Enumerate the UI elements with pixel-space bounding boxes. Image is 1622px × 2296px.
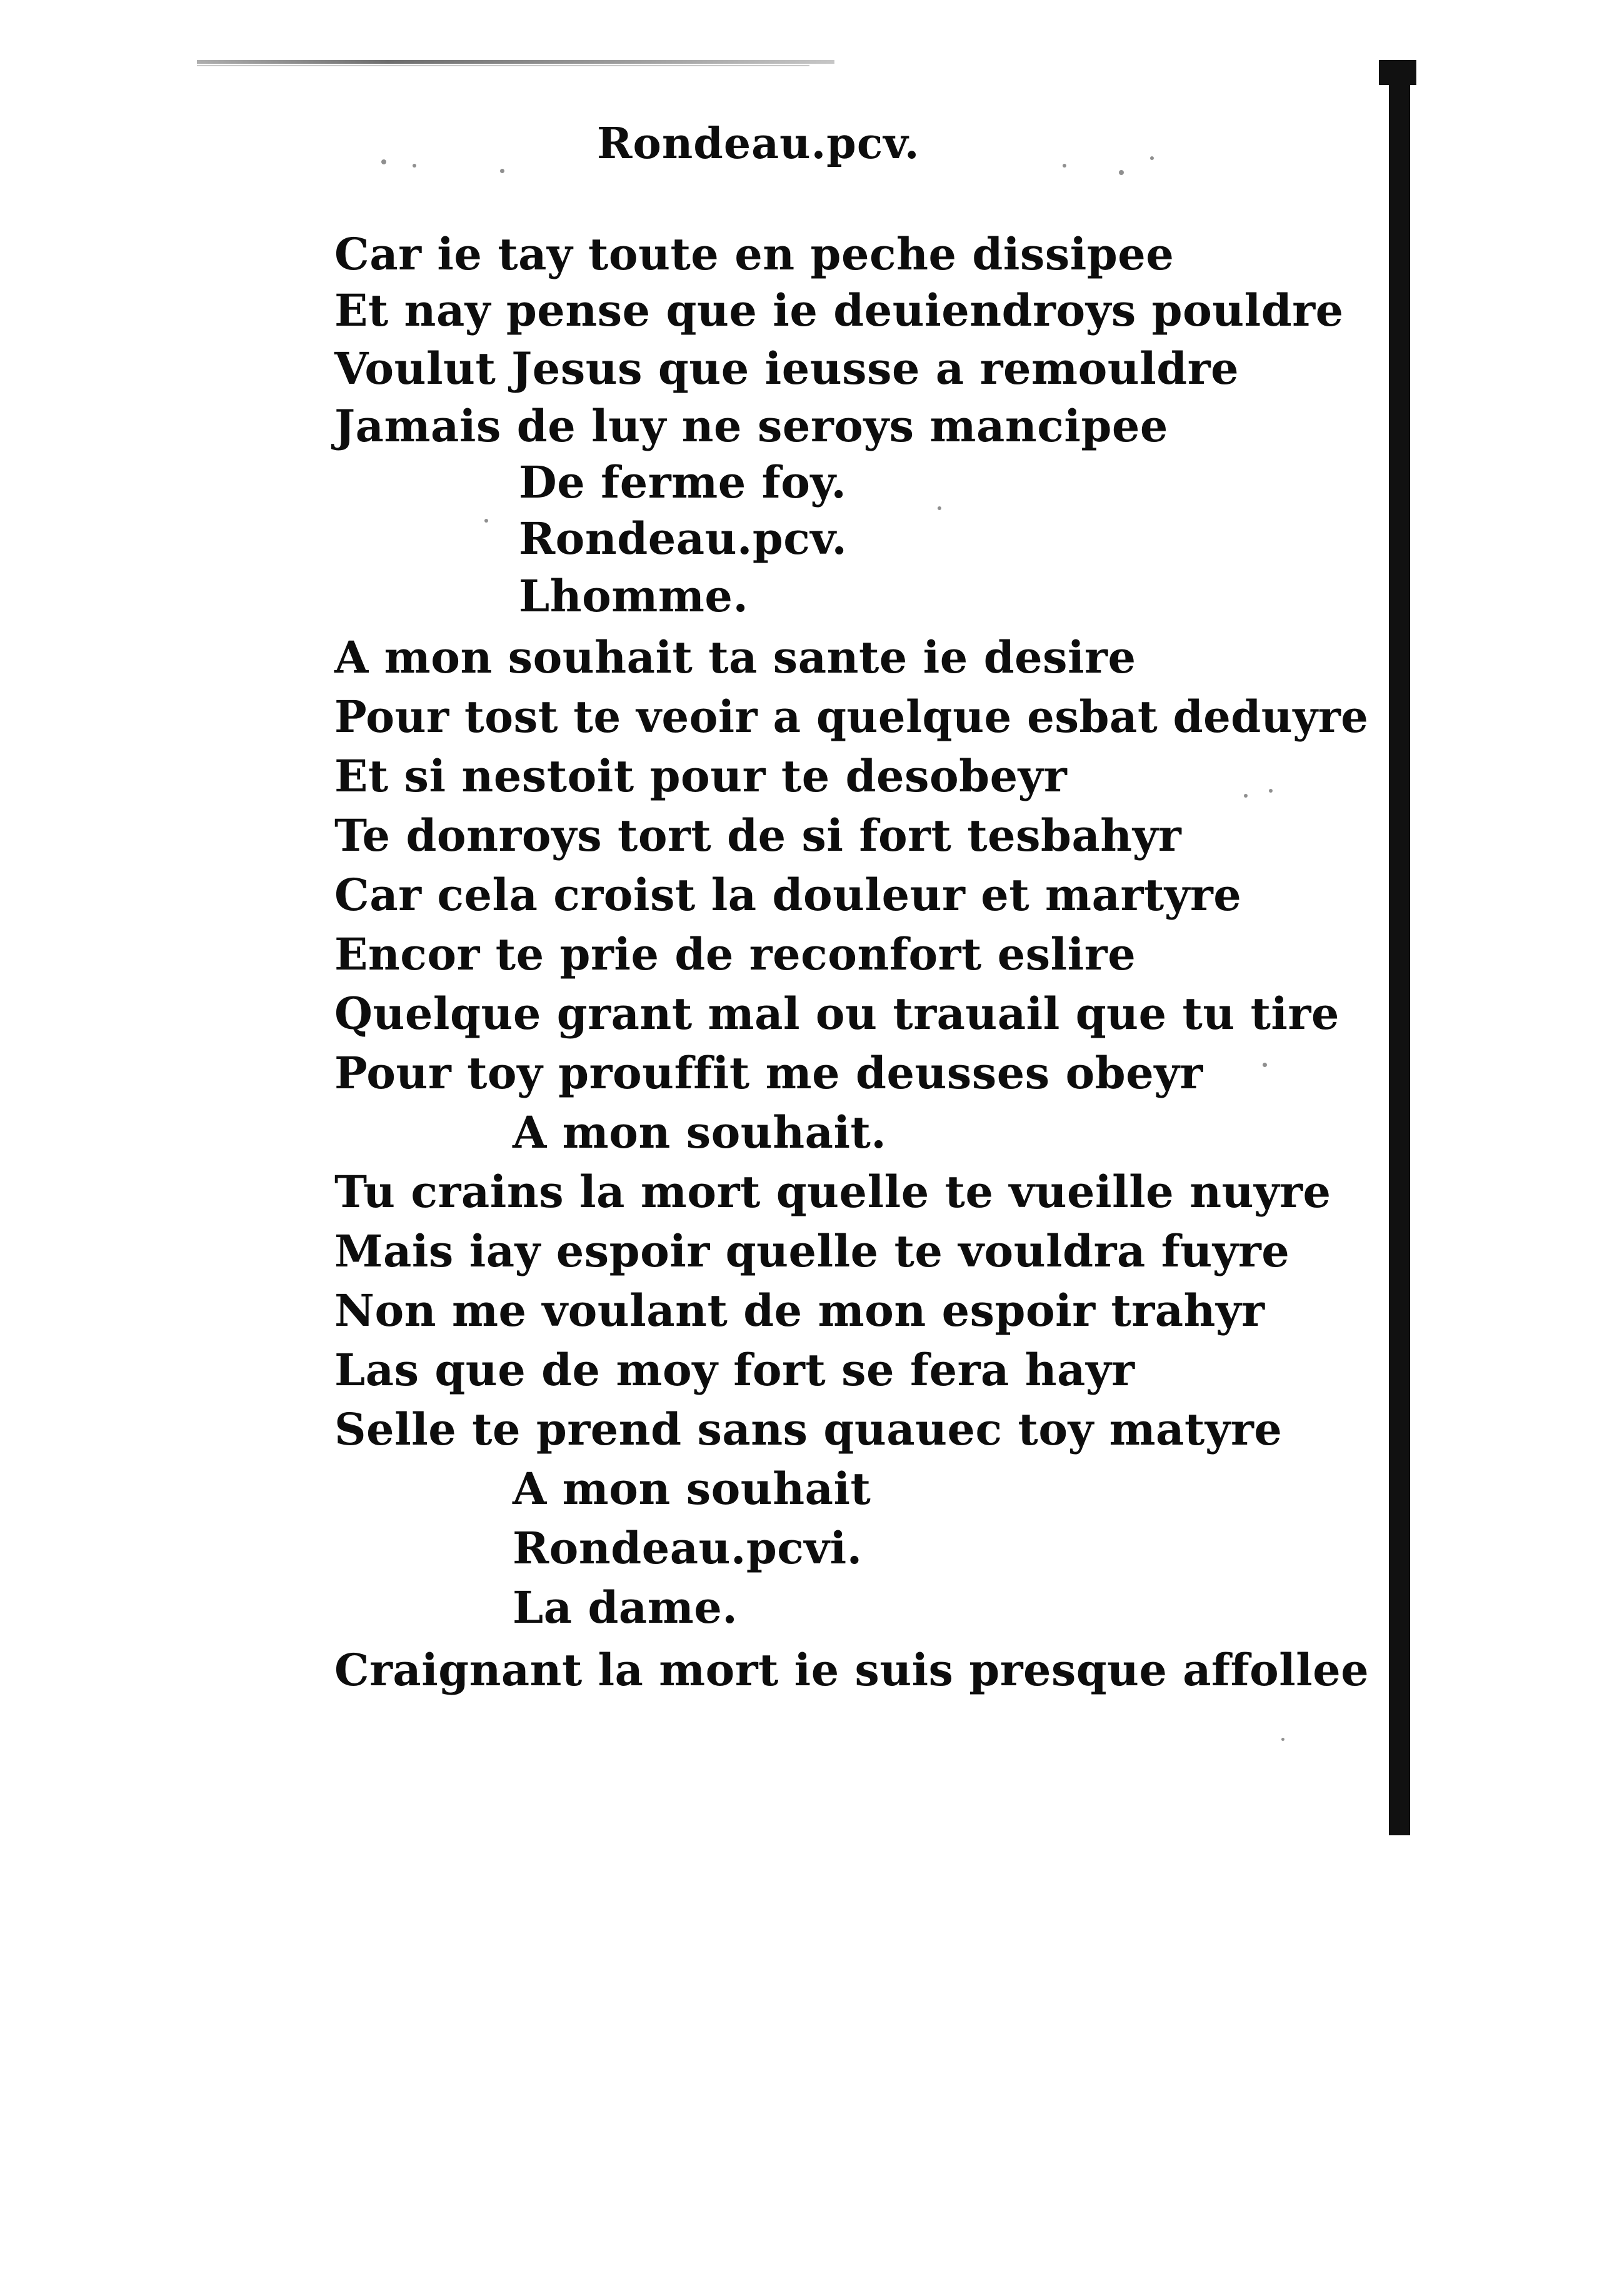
page-heading: Rondeau.pcv.: [597, 119, 920, 169]
top-scan-edge: [197, 60, 834, 64]
ink-speck: [1269, 789, 1273, 793]
text-line: Mais iay espoir quelle te vouldra fuyre: [334, 1225, 1290, 1277]
text-line: Pour toy prouffit me deusses obeyr: [334, 1047, 1203, 1099]
section-heading: Rondeau.pcvi.: [513, 1522, 863, 1574]
refrain-line: De ferme foy.: [519, 456, 847, 508]
text-line: Tu crains la mort quelle te vueille nuyre: [334, 1166, 1331, 1218]
text-line: Las que de moy fort se fera hayr: [334, 1344, 1135, 1396]
text-line: Encor te prie de reconfort eslire: [334, 928, 1136, 980]
text-line: Et nay pense que ie deuiendroys pouldre: [334, 284, 1344, 336]
speaker-label: La dame.: [513, 1582, 738, 1633]
refrain-line: A mon souhait.: [513, 1106, 887, 1158]
ink-speck: [381, 159, 386, 164]
ink-speck: [1281, 1738, 1284, 1741]
text-line: Car ie tay toute en peche dissipee: [334, 228, 1174, 280]
top-scan-edge-faint: [197, 65, 809, 66]
text-line: Car cela croist la douleur et martyre: [334, 869, 1242, 921]
ink-speck: [1119, 170, 1124, 175]
ink-speck: [1150, 156, 1154, 160]
text-line: Selle te prend sans quauec toy matyre: [334, 1403, 1283, 1455]
ink-speck: [938, 506, 941, 510]
speaker-label: Lhomme.: [519, 570, 749, 622]
section-heading: Rondeau.pcv.: [519, 513, 848, 564]
text-line: A mon souhait ta sante ie desire: [334, 631, 1136, 683]
ink-speck: [1063, 164, 1066, 168]
text-line: Jamais de luy ne seroys mancipee: [334, 400, 1168, 452]
ink-speck: [413, 164, 416, 168]
text-line: Et si nestoit pour te desobeyr: [334, 750, 1068, 802]
ink-speck: [1244, 794, 1248, 798]
ink-speck: [484, 519, 488, 523]
text-line: Quelque grant mal ou trauail que tu tire: [334, 988, 1339, 1040]
refrain-line: A mon souhait: [513, 1463, 871, 1515]
text-line: Non me voulant de mon espoir trahyr: [334, 1285, 1265, 1336]
text-line: Pour tost te veoir a quelque esbat deduyre: [334, 691, 1369, 743]
ink-speck: [500, 169, 504, 173]
text-line: Voulut Jesus que ieusse a remouldre: [334, 343, 1239, 394]
ink-speck: [1263, 1063, 1267, 1067]
text-line: Te donroys tort de si fort tesbahyr: [334, 810, 1182, 861]
text-line: Craignant la mort ie suis presque affollee: [334, 1644, 1369, 1696]
binding-edge: [1389, 60, 1410, 1835]
